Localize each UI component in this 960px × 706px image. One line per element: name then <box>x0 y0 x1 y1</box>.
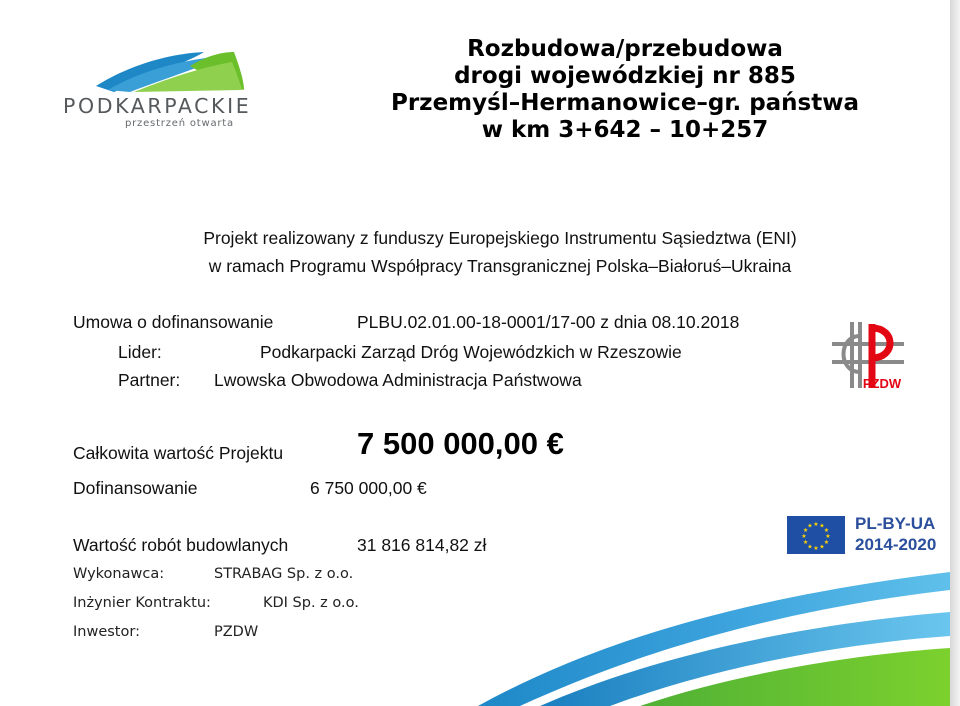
investor-value: PZDW <box>214 624 259 640</box>
program-name: PL-BY-UA <box>855 514 936 533</box>
partner-value: Lwowska Obwodowa Administracja Państwowa <box>214 370 582 390</box>
svg-text:★: ★ <box>819 522 825 530</box>
svg-text:★: ★ <box>813 545 819 552</box>
title-line-2: drogi wojewódzkiej nr 885 <box>454 63 796 89</box>
engineer-value: KDI Sp. z o.o. <box>263 595 359 611</box>
svg-text:★: ★ <box>802 527 809 534</box>
program-years: 2014-2020 <box>855 535 937 554</box>
svg-text:★: ★ <box>802 539 809 546</box>
partner-label: Partner: <box>118 370 181 390</box>
title-line-4: w km 3+642 – 10+257 <box>481 117 769 143</box>
title-line-1: Rozbudowa/przebudowa <box>467 36 783 62</box>
logo-tagline: przestrzeń otwarta <box>125 118 234 129</box>
svg-text:★: ★ <box>807 543 813 551</box>
leader-label: Lider: <box>118 342 162 362</box>
logo-name: PODKARPACKIE <box>63 94 252 118</box>
intro-line-2: w ramach Programu Współpracy Transgranicznej Polska–Białoruś–Ukraina <box>208 256 792 276</box>
title-line-3: Przemyśl–Hermanowice–gr. państwa <box>390 90 860 116</box>
contractor-label: Wykonawca: <box>73 566 165 582</box>
investor-label: Inwestor: <box>73 624 140 640</box>
works-value-amount: 31 816 814,82 zł <box>357 535 487 555</box>
intro-line-1: Projekt realizowany z funduszy Europejskiego Instrumentu Sąsiedztwa (ENI) <box>203 228 797 248</box>
pzdw-logo-text: PZDW <box>862 376 902 391</box>
total-label: Całkowita wartość Projektu <box>73 443 284 463</box>
leader-value: Podkarpacki Zarząd Dróg Wojewódzkich w Rzeszowie <box>260 342 682 362</box>
svg-text:★: ★ <box>819 543 825 551</box>
contractor-value: STRABAG Sp. z o.o. <box>214 566 354 582</box>
cofinancing-value: 6 750 000,00 € <box>310 478 427 498</box>
svg-text:★: ★ <box>823 539 830 546</box>
svg-text:★: ★ <box>823 527 830 534</box>
total-value: 7 500 000,00 € <box>357 426 564 461</box>
works-value-label: Wartość robót budowlanych <box>73 535 289 555</box>
contract-value: PLBU.02.01.00-18-0001/17-00 z dnia 08.10.2018 <box>357 312 740 332</box>
svg-text:★: ★ <box>825 533 831 540</box>
svg-text:★: ★ <box>801 533 807 540</box>
page-edge <box>950 0 960 706</box>
engineer-label: Inżynier Kontraktu: <box>73 595 211 611</box>
cofinancing-label: Dofinansowanie <box>73 478 198 498</box>
contract-label: Umowa o dofinansowanie <box>73 312 274 332</box>
svg-text:★: ★ <box>807 522 813 530</box>
svg-text:★: ★ <box>813 521 819 528</box>
